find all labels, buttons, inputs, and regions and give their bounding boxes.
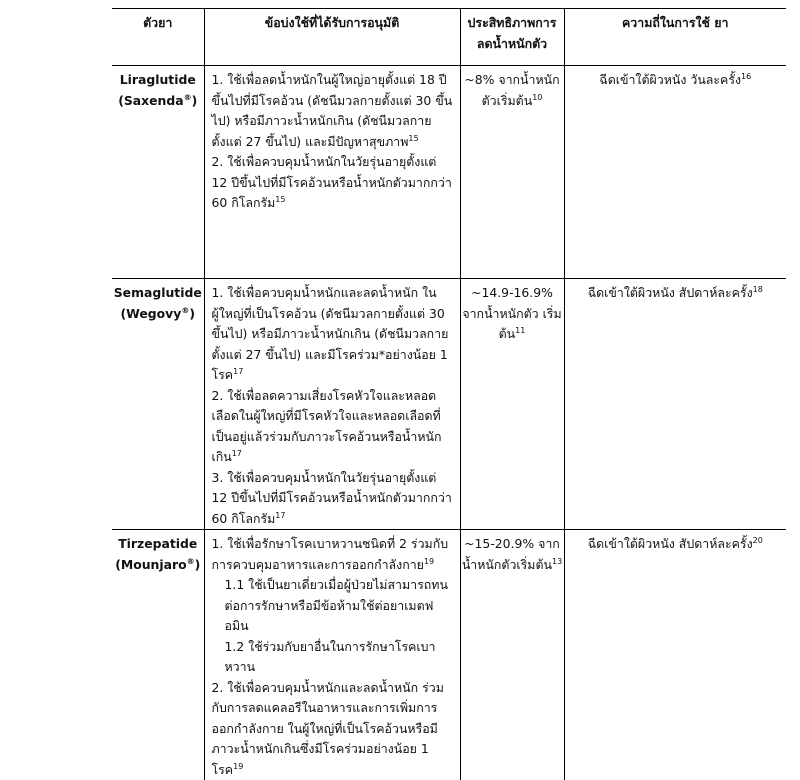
indication-cell: [204, 66, 460, 279]
indication-subitem: 1.2 ใช้ร่วมกับยาอื่นในการรักษาโรคเบาหวาน: [212, 637, 454, 678]
header-frequency: ความถี่ในการใช้ ยา: [564, 9, 786, 66]
efficacy-cell: ~8% จากน้ำหนักตัวเริ่มต้น$^{10}$: [460, 66, 564, 279]
table-header-row: [112, 9, 786, 66]
table-row: [112, 66, 786, 279]
header-efficacy: ประสิทธิภาพการ ลดน้ำหนักตัว: [460, 9, 564, 66]
indication-subitem: 1.1 ใช้เป็นยาเดี่ยวเมื่อผู้ป่วยไม่สามารถทนต่อการรักษาหรือมีข้อห้ามใช้ต่อยาเมตฟอมิน: [212, 575, 454, 637]
table-row: [112, 279, 786, 530]
brand-name: (Wegovy®): [112, 304, 204, 325]
table-row: [112, 530, 786, 780]
indication-item: 1. ใช้เพื่อรักษาโรคเบาหวานชนิดที่ 2 ร่วมกับการควบคุมอาหารและการออกกำลังกาย$^{19}$: [212, 534, 454, 575]
brand-name: (Mounjaro®): [112, 555, 204, 576]
indication-item: 3. ใช้เพื่อควบคุมน้ำหนักในวัยรุ่นอายุตั้งแต่ 12 ปีขึ้นไปที่มีโรคอ้วนหรือน้ำหนักตัวมากกว่า 60 กิโลกรัม$^{17}$: [212, 468, 454, 530]
drug-name: Liraglutide: [112, 70, 204, 91]
indication-item: 2. ใช้เพื่อควบคุมน้ำหนักในวัยรุ่นอายุตั้งแต่ 12 ปีขึ้นไปที่มีโรคอ้วนหรือน้ำหนักตัวมากกว่า 60 กิโลกรัม$^{15}$: [212, 152, 454, 214]
indication-item: 2. ใช้เพื่อลดความเสี่ยงโรคหัวใจและหลอดเลือดในผู้ใหญ่ที่มีโรคหัวใจและหลอดเลือดที่เป็นอยู่แล้วร่วมกับภาวะโรคอ้วนหรือน้ำหนักเกิน$^{17}$: [212, 386, 454, 468]
drug-name: Semaglutide: [112, 283, 204, 304]
header-indication: ข้อบ่งใช้ที่ได้รับการอนุมัติ: [204, 9, 460, 66]
drug-cell: [112, 279, 204, 530]
frequency-cell: ฉีดเข้าใต้ผิวหนัง สัปดาห์ละครั้ง$^{20}$: [564, 530, 786, 780]
drug-cell: [112, 530, 204, 780]
efficacy-cell: ~14.9-16.9% จากน้ำหนักตัว เริ่มต้น$^{11}$: [460, 279, 564, 530]
header-drug: ตัวยา: [112, 9, 204, 66]
indication-cell: [204, 279, 460, 530]
frequency-cell: ฉีดเข้าใต้ผิวหนัง วันละครั้ง$^{16}$: [564, 66, 786, 279]
indication-cell: [204, 530, 460, 780]
brand-name: (Saxenda®): [112, 91, 204, 112]
indication-item: 1. ใช้เพื่อควบคุมน้ำหนักและลดน้ำหนัก ในผู้ใหญ่ที่เป็นโรคอ้วน (ดัชนีมวลกายตั้งแต่ 30 ขึ้นไป) หรือมีภาวะน้ำหนักเกิน (ดัชนีมวลกายตั้งแต่ 27 ขึ้นไป) และมีโรคร่วม*อย่างน้อย 1 โรค$^{17}$: [212, 283, 454, 386]
frequency-cell: ฉีดเข้าใต้ผิวหนัง สัปดาห์ละครั้ง$^{18}$: [564, 279, 786, 530]
indication-item: 1. ใช้เพื่อลดน้ำหนักในผู้ใหญ่อายุตั้งแต่ 18 ปีขึ้นไปที่มีโรคอ้วน (ดัชนีมวลกายตั้งแต่ 30 ขึ้นไป) หรือมีภาวะน้ำหนักเกิน (ดัชนีมวลกายตั้งแต่ 27 ขึ้นไป) และมีปัญหาสุขภาพ$^{15}$: [212, 70, 454, 152]
drug-comparison-table: [112, 8, 786, 780]
efficacy-cell: ~15-20.9% จาก น้ำหนักตัวเริ่มต้น$^{13}$: [460, 530, 564, 780]
drug-cell: [112, 66, 204, 279]
drug-name: Tirzepatide: [112, 534, 204, 555]
indication-item: 2. ใช้เพื่อควบคุมน้ำหนักและลดน้ำหนัก ร่วมกับการลดแคลอรีในอาหารและการเพิ่มการออกกำลังกาย ในผู้ใหญ่ที่เป็นโรคอ้วนหรือมีภาวะน้ำหนักเกินซึ่งมีโรคร่วมอย่างน้อย 1 โรค$^{19}$: [212, 678, 454, 780]
